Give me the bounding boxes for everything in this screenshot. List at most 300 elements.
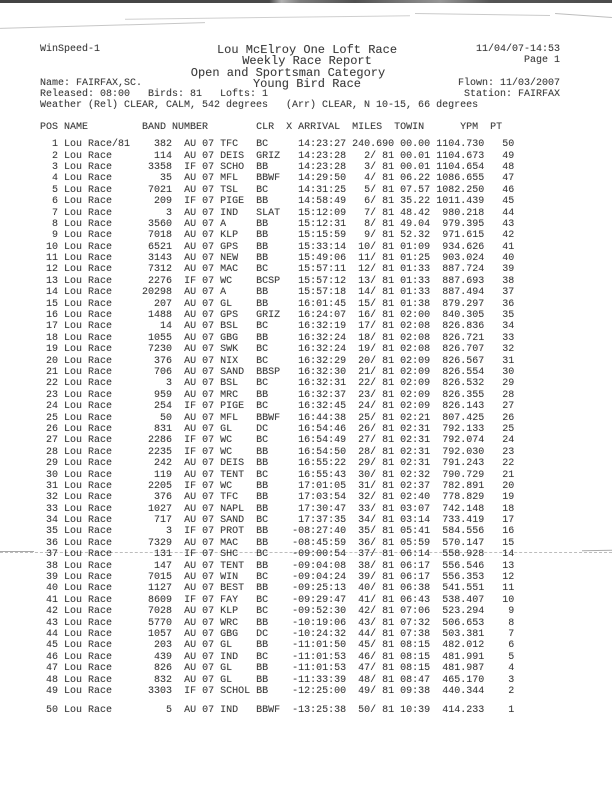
cell-clr: BB bbox=[256, 196, 281, 208]
cell-pos: 31 bbox=[40, 480, 59, 492]
cell-arrival: 15:57:11 bbox=[280, 264, 347, 276]
cell-arrival: -09:52:30 bbox=[280, 606, 347, 618]
table-row bbox=[40, 447, 560, 458]
cell-number: AU 07 BEST bbox=[184, 583, 257, 595]
report-title: Lou McElroy One Loft Race bbox=[216, 43, 398, 57]
header-line-6 bbox=[40, 100, 560, 111]
cell-pt: 31 bbox=[496, 355, 515, 367]
column-header-pt: PT bbox=[478, 121, 503, 133]
cell-towin: 01:09 bbox=[400, 241, 431, 253]
table-row bbox=[40, 310, 560, 321]
cell-pt: 23 bbox=[496, 446, 515, 458]
cell-towin: 00.01 bbox=[400, 150, 431, 162]
cell-pt: 28 bbox=[496, 389, 515, 401]
cell-ypm: 440.344 bbox=[436, 685, 485, 697]
cell-pos: 5 bbox=[40, 184, 59, 196]
cell-towin: 48.42 bbox=[400, 207, 431, 219]
cell-pt: 19 bbox=[496, 492, 515, 504]
table-row bbox=[40, 435, 560, 446]
cell-pos: 12 bbox=[40, 264, 59, 276]
cell-number: AU 07 GBG bbox=[184, 332, 257, 344]
cell-miles: 39/ 81 bbox=[352, 572, 395, 584]
cell-towin: 49.04 bbox=[400, 218, 431, 230]
cell-miles: 33/ 81 bbox=[352, 503, 395, 515]
cell-pt: 25 bbox=[496, 423, 515, 435]
cell-name: Lou Race bbox=[64, 298, 143, 310]
cell-pos: 30 bbox=[40, 469, 59, 481]
table-row bbox=[40, 492, 560, 503]
table-header-row bbox=[40, 122, 560, 133]
cell-number: IF 07 SHC bbox=[184, 549, 257, 561]
cell-arrival: 16:55:43 bbox=[280, 469, 347, 481]
cell-arrival: 14:23:27 bbox=[280, 139, 347, 151]
cell-miles: 23/ 81 bbox=[352, 389, 395, 401]
table-row bbox=[40, 629, 560, 640]
cell-name: Lou Race bbox=[64, 161, 143, 173]
cell-pt: 26 bbox=[496, 412, 515, 424]
report-subtitle: Weekly Race Report bbox=[242, 54, 372, 69]
cell-pos: 38 bbox=[40, 560, 59, 572]
cell-miles: 37/ 81 bbox=[352, 549, 395, 561]
cell-miles: 31/ 81 bbox=[352, 480, 395, 492]
column-header-clr: CLR bbox=[208, 121, 275, 133]
cell-miles: 12/ 81 bbox=[352, 264, 395, 276]
cell-number: AU 07 GL bbox=[184, 640, 257, 652]
cell-ypm: 826.355 bbox=[436, 389, 485, 401]
cell-name: Lou Race bbox=[64, 594, 143, 606]
cell-clr: BBSP bbox=[256, 366, 281, 378]
cell-number: AU 07 WIN bbox=[184, 572, 257, 584]
cell-pt: 48 bbox=[496, 161, 515, 173]
cell-number: IF 07 PIGE bbox=[184, 401, 257, 413]
cell-band: 50 bbox=[142, 412, 173, 424]
weather-info: Weather (Rel) CLEAR, CALM, 542 degrees (Arr) CLEAR, N 10-15, 66 degrees bbox=[40, 100, 479, 112]
table-row bbox=[40, 526, 560, 537]
cell-pt: 21 bbox=[496, 469, 515, 481]
cell-miles: 16/ 81 bbox=[352, 310, 395, 322]
cell-miles: 27/ 81 bbox=[352, 435, 395, 447]
table-row bbox=[40, 413, 560, 424]
cell-towin: 35.22 bbox=[400, 196, 431, 208]
table-row bbox=[40, 196, 560, 207]
cell-ypm: 790.729 bbox=[436, 469, 485, 481]
cell-arrival: 16:32:45 bbox=[280, 401, 347, 413]
cell-clr: BB bbox=[256, 480, 281, 492]
cell-pt: 47 bbox=[496, 173, 515, 185]
cell-band: 1127 bbox=[142, 583, 173, 595]
cell-clr: BB bbox=[256, 298, 281, 310]
cell-pos: 22 bbox=[40, 378, 59, 390]
cell-ypm: 1086.655 bbox=[436, 173, 485, 185]
table-body bbox=[40, 139, 560, 717]
cell-number: AU 07 GL bbox=[184, 298, 257, 310]
cell-ypm: 826.143 bbox=[436, 401, 485, 413]
cell-miles: 19/ 81 bbox=[352, 344, 395, 356]
cell-arrival: 17:01:05 bbox=[280, 480, 347, 492]
station-name: Station: FAIRFAX bbox=[463, 89, 560, 101]
cell-band: 209 bbox=[142, 196, 173, 208]
cell-towin: 02:21 bbox=[400, 412, 431, 424]
cell-number: AU 07 GL bbox=[184, 674, 257, 686]
cell-ypm: 782.891 bbox=[436, 480, 485, 492]
cell-name: Lou Race bbox=[64, 310, 143, 322]
cell-pos: 35 bbox=[40, 526, 59, 538]
cell-name: Lou Race bbox=[64, 492, 143, 504]
cell-pos: 8 bbox=[40, 218, 59, 230]
cell-ypm: 538.407 bbox=[436, 594, 485, 606]
cell-ypm: 584.556 bbox=[436, 526, 485, 538]
cell-name: Lou Race bbox=[64, 264, 143, 276]
cell-ypm: 556.353 bbox=[436, 572, 485, 584]
cell-pos: 50 bbox=[40, 705, 59, 717]
table-row bbox=[40, 675, 560, 686]
cell-miles: 15/ 81 bbox=[352, 298, 395, 310]
cell-pos: 3 bbox=[40, 161, 59, 173]
cell-towin: 06.22 bbox=[400, 173, 431, 185]
cell-arrival: 14:23:28 bbox=[280, 150, 347, 162]
cell-pt: 10 bbox=[496, 594, 515, 606]
table-row bbox=[40, 705, 560, 716]
cell-band: 2235 bbox=[142, 446, 173, 458]
cell-towin: 08:47 bbox=[400, 674, 431, 686]
cell-clr: BC bbox=[256, 401, 281, 413]
cell-name: Lou Race bbox=[64, 560, 143, 572]
cell-band: 832 bbox=[142, 674, 173, 686]
cell-arrival: 16:54:49 bbox=[280, 435, 347, 447]
cell-towin: 06:17 bbox=[400, 572, 431, 584]
cell-arrival: 15:15:59 bbox=[280, 230, 347, 242]
cell-name: Lou Race bbox=[64, 412, 143, 424]
cell-band: 114 bbox=[142, 150, 173, 162]
cell-clr: BC bbox=[256, 515, 281, 527]
cell-band: 3303 bbox=[142, 685, 173, 697]
cell-pos: 43 bbox=[40, 617, 59, 629]
report-content bbox=[40, 44, 560, 717]
cell-clr: BC bbox=[256, 572, 281, 584]
cell-towin: 07:06 bbox=[400, 606, 431, 618]
cell-miles: 34/ 81 bbox=[352, 515, 395, 527]
cell-band: 207 bbox=[142, 298, 173, 310]
cell-towin: 06:43 bbox=[400, 594, 431, 606]
column-header-pos: POS bbox=[40, 121, 59, 133]
cell-towin: 03:14 bbox=[400, 515, 431, 527]
cell-ypm: 826.707 bbox=[436, 344, 485, 356]
cell-number: IF 07 SCHO bbox=[184, 161, 257, 173]
column-header-name: NAME bbox=[58, 121, 89, 133]
cell-ypm: 826.567 bbox=[436, 355, 485, 367]
cell-ypm: 506.653 bbox=[436, 617, 485, 629]
cell-pt: 30 bbox=[496, 366, 515, 378]
cell-ypm: 840.305 bbox=[436, 310, 485, 322]
cell-number: IF 07 PIGE bbox=[184, 196, 257, 208]
cell-arrival: -10:19:06 bbox=[280, 617, 347, 629]
cell-arrival: 15:12:31 bbox=[280, 218, 347, 230]
cell-clr: BC bbox=[256, 321, 281, 333]
cell-band: 242 bbox=[142, 458, 173, 470]
cell-band: 3560 bbox=[142, 218, 173, 230]
cell-ypm: 826.721 bbox=[436, 332, 485, 344]
cell-name: Lou Race bbox=[64, 230, 143, 242]
cell-name: Lou Race bbox=[64, 253, 143, 265]
column-header-arrival: ARRIVAL bbox=[292, 121, 341, 133]
cell-band: 3358 bbox=[142, 161, 173, 173]
cell-pt: 33 bbox=[496, 332, 515, 344]
cell-ypm: 558.928 bbox=[436, 549, 485, 561]
cell-number: AU 07 GPS bbox=[184, 310, 257, 322]
cell-pos: 41 bbox=[40, 594, 59, 606]
cell-towin: 08:15 bbox=[400, 640, 431, 652]
scan-artifact-smudge-4 bbox=[555, 13, 612, 18]
cell-pos: 21 bbox=[40, 366, 59, 378]
cell-name: Lou Race bbox=[64, 287, 143, 299]
cell-arrival: -11:01:53 bbox=[280, 663, 347, 675]
cell-pos: 11 bbox=[40, 253, 59, 265]
table-row bbox=[40, 515, 560, 526]
cell-pos: 1 bbox=[40, 139, 59, 151]
cell-band: 717 bbox=[142, 515, 173, 527]
cell-name: Lou Race bbox=[64, 617, 143, 629]
table-row bbox=[40, 424, 560, 435]
cell-name: Lou Race bbox=[64, 446, 143, 458]
table-row bbox=[40, 458, 560, 469]
scan-artifact-fold-left bbox=[0, 551, 34, 552]
cell-clr: GRIZ bbox=[256, 310, 281, 322]
cell-pos: 2 bbox=[40, 150, 59, 162]
cell-miles: 42/ 81 bbox=[352, 606, 395, 618]
cell-towin: 06:38 bbox=[400, 583, 431, 595]
cell-ypm: 1104.730 bbox=[436, 139, 485, 151]
cell-number: AU 07 TSL bbox=[184, 184, 257, 196]
cell-ypm: 791.243 bbox=[436, 458, 485, 470]
cell-band: 2286 bbox=[142, 435, 173, 447]
cell-pos: 25 bbox=[40, 412, 59, 424]
cell-clr: BCSP bbox=[256, 275, 281, 287]
cell-name: Lou Race/81 bbox=[64, 139, 143, 151]
cell-pt: 16 bbox=[496, 526, 515, 538]
cell-ypm: 481.987 bbox=[436, 663, 485, 675]
cell-pos: 9 bbox=[40, 230, 59, 242]
cell-band: 376 bbox=[142, 355, 173, 367]
cell-band: 1488 bbox=[142, 310, 173, 322]
loft-name: Name: FAIRFAX,SC. bbox=[40, 77, 143, 89]
cell-ypm: 541.551 bbox=[436, 583, 485, 595]
cell-clr: BB bbox=[256, 389, 281, 401]
cell-ypm: 742.148 bbox=[436, 503, 485, 515]
cell-arrival: 17:37:35 bbox=[280, 515, 347, 527]
cell-pt: 7 bbox=[496, 628, 515, 640]
cell-arrival: 16:32:37 bbox=[280, 389, 347, 401]
cell-name: Lou Race bbox=[64, 674, 143, 686]
cell-number: AU 07 BSL bbox=[184, 378, 257, 390]
cell-clr: BBWF bbox=[256, 412, 281, 424]
cell-band: 147 bbox=[142, 560, 173, 572]
cell-name: Lou Race bbox=[64, 663, 143, 675]
cell-pt: 3 bbox=[496, 674, 515, 686]
cell-number: AU 07 TENT bbox=[184, 469, 257, 481]
cell-ypm: 733.419 bbox=[436, 515, 485, 527]
cell-towin: 02:09 bbox=[400, 378, 431, 390]
cell-name: Lou Race bbox=[64, 150, 143, 162]
cell-miles: 22/ 81 bbox=[352, 378, 395, 390]
cell-ypm: 1011.439 bbox=[436, 196, 485, 208]
cell-ypm: 887.724 bbox=[436, 264, 485, 276]
cell-arrival: 16:32:24 bbox=[280, 332, 347, 344]
cell-towin: 02:31 bbox=[400, 435, 431, 447]
cell-pt: 18 bbox=[496, 503, 515, 515]
cell-miles: 5/ 81 bbox=[352, 184, 395, 196]
cell-pt: 4 bbox=[496, 663, 515, 675]
cell-pt: 22 bbox=[496, 458, 515, 470]
table-row bbox=[40, 618, 560, 629]
cell-ypm: 979.395 bbox=[436, 218, 485, 230]
cell-number: IF 07 PROT bbox=[184, 526, 257, 538]
table-row bbox=[40, 139, 560, 150]
cell-pos: 44 bbox=[40, 628, 59, 640]
table-row bbox=[40, 470, 560, 481]
cell-miles: 28/ 81 bbox=[352, 446, 395, 458]
cell-arrival: 16:32:19 bbox=[280, 321, 347, 333]
cell-pos: 19 bbox=[40, 344, 59, 356]
cell-band: 131 bbox=[142, 549, 173, 561]
cell-name: Lou Race bbox=[64, 196, 143, 208]
cell-pos: 18 bbox=[40, 332, 59, 344]
cell-miles: 46/ 81 bbox=[352, 651, 395, 663]
cell-clr: BB bbox=[256, 230, 281, 242]
cell-arrival: -09:04:24 bbox=[280, 572, 347, 584]
cell-band: 254 bbox=[142, 401, 173, 413]
cell-arrival: 16:24:07 bbox=[280, 310, 347, 322]
cell-clr: BB bbox=[256, 674, 281, 686]
cell-towin: 02:40 bbox=[400, 492, 431, 504]
cell-name: Lou Race bbox=[64, 583, 143, 595]
cell-miles: 240.690 bbox=[352, 139, 395, 151]
cell-name: Lou Race bbox=[64, 537, 143, 549]
cell-towin: 09:38 bbox=[400, 685, 431, 697]
cell-number: AU 07 GL bbox=[184, 663, 257, 675]
cell-arrival: 16:01:45 bbox=[280, 298, 347, 310]
cell-pt: 9 bbox=[496, 606, 515, 618]
cell-number: AU 07 TFC bbox=[184, 492, 257, 504]
cell-number: IF 07 WC bbox=[184, 480, 257, 492]
cell-pos: 15 bbox=[40, 298, 59, 310]
cell-name: Lou Race bbox=[64, 173, 143, 185]
cell-band: 7021 bbox=[142, 184, 173, 196]
race-name: Young Bird Race bbox=[252, 76, 362, 91]
cell-arrival: -09:25:13 bbox=[280, 583, 347, 595]
cell-ypm: 792.074 bbox=[436, 435, 485, 447]
table-row bbox=[40, 561, 560, 572]
cell-miles: 7/ 81 bbox=[352, 207, 395, 219]
cell-towin: 00.00 bbox=[400, 139, 431, 151]
cell-arrival: 14:23:28 bbox=[280, 161, 347, 173]
table-row bbox=[40, 538, 560, 549]
table-row bbox=[40, 242, 560, 253]
cell-pt: 43 bbox=[496, 218, 515, 230]
cell-ypm: 1104.654 bbox=[436, 161, 485, 173]
cell-name: Lou Race bbox=[64, 705, 143, 717]
cell-number: AU 07 NAPL bbox=[184, 503, 257, 515]
cell-pos: 42 bbox=[40, 606, 59, 618]
report-category: Open and Sportsman Category bbox=[190, 65, 386, 80]
cell-miles: 25/ 81 bbox=[352, 412, 395, 424]
cell-ypm: 556.546 bbox=[436, 560, 485, 572]
cell-arrival: 16:54:46 bbox=[280, 423, 347, 435]
table-row bbox=[40, 264, 560, 275]
cell-towin: 07:38 bbox=[400, 628, 431, 640]
cell-miles: 3/ 81 bbox=[352, 161, 395, 173]
cell-miles: 49/ 81 bbox=[352, 685, 395, 697]
release-info: Released: 08:00 Birds: 81 Lofts: 1 bbox=[40, 89, 269, 101]
table-row bbox=[40, 367, 560, 378]
cell-towin: 02:09 bbox=[400, 355, 431, 367]
cell-pos: 6 bbox=[40, 196, 59, 208]
cell-arrival: -09:00:54 bbox=[280, 549, 347, 561]
cell-clr: BC bbox=[256, 139, 281, 151]
cell-miles: 21/ 81 bbox=[352, 366, 395, 378]
table-row bbox=[40, 504, 560, 515]
cell-clr: BB bbox=[256, 446, 281, 458]
cell-pos: 20 bbox=[40, 355, 59, 367]
header-line-4 bbox=[40, 78, 560, 89]
cell-ypm: 482.012 bbox=[436, 640, 485, 652]
cell-ypm: 1082.250 bbox=[436, 184, 485, 196]
cell-name: Lou Race bbox=[64, 549, 143, 561]
cell-ypm: 980.218 bbox=[436, 207, 485, 219]
cell-arrival: -09:04:08 bbox=[280, 560, 347, 572]
cell-pt: 17 bbox=[496, 515, 515, 527]
cell-clr: BC bbox=[256, 355, 281, 367]
cell-band: 439 bbox=[142, 651, 173, 663]
cell-ypm: 570.147 bbox=[436, 537, 485, 549]
cell-ypm: 934.626 bbox=[436, 241, 485, 253]
cell-clr: BB bbox=[256, 663, 281, 675]
cell-pt: 36 bbox=[496, 298, 515, 310]
cell-pos: 27 bbox=[40, 435, 59, 447]
cell-clr: BB bbox=[256, 492, 281, 504]
table-row bbox=[40, 276, 560, 287]
cell-miles: 32/ 81 bbox=[352, 492, 395, 504]
cell-name: Lou Race bbox=[64, 480, 143, 492]
cell-number: AU 07 SAND bbox=[184, 515, 257, 527]
cell-band: 7015 bbox=[142, 572, 173, 584]
cell-band: 3 bbox=[142, 207, 173, 219]
cell-pos: 40 bbox=[40, 583, 59, 595]
cell-band: 1057 bbox=[142, 628, 173, 640]
cell-clr: BB bbox=[256, 253, 281, 265]
cell-clr: BC bbox=[256, 606, 281, 618]
cell-miles: 18/ 81 bbox=[352, 332, 395, 344]
cell-towin: 02:37 bbox=[400, 480, 431, 492]
cell-miles: 45/ 81 bbox=[352, 640, 395, 652]
cell-number: IF 07 WC bbox=[184, 446, 257, 458]
cell-pt: 14 bbox=[496, 549, 515, 561]
table-row bbox=[40, 652, 560, 663]
cell-miles: 13/ 81 bbox=[352, 275, 395, 287]
table-row bbox=[40, 606, 560, 617]
cell-miles: 4/ 81 bbox=[352, 173, 395, 185]
cell-number: IF 07 WC bbox=[184, 435, 257, 447]
cell-pos: 32 bbox=[40, 492, 59, 504]
cell-clr: BB bbox=[256, 617, 281, 629]
cell-miles: 6/ 81 bbox=[352, 196, 395, 208]
cell-number: AU 07 DEIS bbox=[184, 150, 257, 162]
cell-miles: 44/ 81 bbox=[352, 628, 395, 640]
cell-pt: 5 bbox=[496, 651, 515, 663]
header-line-5 bbox=[40, 89, 560, 100]
cell-name: Lou Race bbox=[64, 423, 143, 435]
cell-pos: 13 bbox=[40, 275, 59, 287]
cell-pt: 45 bbox=[496, 196, 515, 208]
